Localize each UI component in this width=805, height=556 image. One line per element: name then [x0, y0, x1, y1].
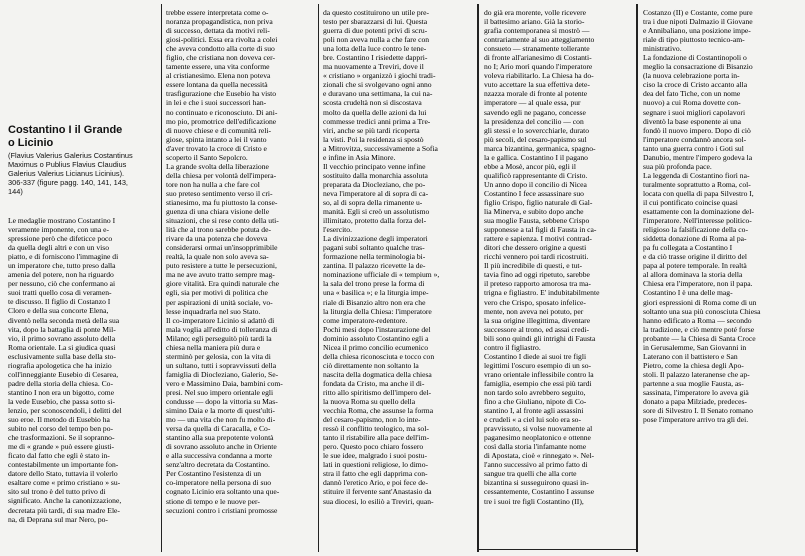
article-title: Costantino I il Grande o Licinio — [8, 124, 123, 149]
column-divider-3 — [477, 4, 479, 552]
column-3: da questo costituirono un utile pre- testo per sbarazzarsi di lui. Questa guerra di due potenti privi di scru- poli non aveva nulla a che fare con una lotta della luce contro le tene- bre. Costantino I risiedette dappri- ma nuovamente a Treviri, dove il « cristiano » organizzò i giochi tradi- zionali che si svolgevano ogni anno e duravano una settimana, la cui na- scosta crudeltà non si discostava molto da quella delle azioni da lui commesse tredici anni prima a Tre- viri, anche se più tardi ricoperta la visti. Poi la residenza si spostò a Mitrovitza, successivamente a Sofia e infine in Asia Minore. Il vecchio principato venne infine sostituito dalla monarchia assoluta preparata da Diocleziano, che po- neva l'imperatore al di sopra di ca- so, al di sopra della rimanente u- manità. Egli si creò un assolutismo illimitato, protetto dalla forza del- l'esercito. La divinizzazione degli imperatori pagani subì soltanto qualche tras- formazione nella terminologia bi- zantina. Il palazzo ricevette la de- nominazione ufficiale di « tempium », la sala del trono prese la forma di una « basilica »; e la liturgia impe- riale di Bisanzio altro non era che la liturgia della Chiesa: l'imperatore come imperatore-redentore. Pochi mesi dopo l'instaurazione del dominio assoluto Costantino egli a Nicea il primo concilio ecumenico della chiesa riconosciuta e tocco con ciò direttamente non soltanto la nascita della dogmatica della chiesa fondata da Cristo, ma anche il di- ritto allo spiritismo dell'impero del- la nuova Roma su quello della vecchia Roma, che assunse la forma del cesaro-papismo, non lo inte- ressò il conflitto teologico, ma sol- tanto il ristabilire alla pace dell'im- pero. Questo poco chiaro fossero le sue idee, malgrado i suoi postu- lati in questioni religiose, lo dimo- stra il fatto che egli dapprima con- dannò l'eretico Ario, e poi fece de- stituire il fervente sant'Anastasio da sua diocesi, lo esiliò a Treviri, quan- — [323, 8, 440, 506]
column-2: trebbe essere interpretata come o- noranza propagandistica, non priva di successo, dettata da motivi reli- giosi-politici. Essa era rivolta a colei che aveva condotto alla corte di suo figlio, che cristiana non doveva cer- tamente essere, una vita conforme al cristianesimo. Elena non poteva essere lontana da quella necessità trasfigurazione che Eusebio ha visto in lei e che i suoi successori han- no continuato e riconosciuto. Di ani- mo pio, promotrice dell'edificazione di nuove chiese e di comunità reli- giose, spinta intanto a lei il vanto d'aver trovato la croce di Cristo e scoperto il Santo Sepolcro. La grande svolta della liberazione della chiesa per volontà dell'impera- tore non ha nulla a che fare col suo preteso sentimento verso il cri- stianesimo, ma fu piuttosto la conse- guenza di una chiara visione delle situazioni, che si rese conto della uti- lità che al trono sarebbe potuta de- rivare da una potenza che doveva considerarsi ormai un'insopprimibile realtà, la quale non solo aveva sa- puto resistere a tutte le persecuzioni, ma ne ave avuto tratto sempre mag- giore vitalità. Era quindi naturale che egli, sia per motivi di politica che per aspirazioni di unità sociale, vo- lesse inquadrarla nel suo Stato. Il co-imperatore Licinio si adattò di mala voglia all'editto di tolleranza di Milano; egli perseguitò più tardi la chiesa nella maniera più dura e sterminò per gelosia, con la vita di un sultano, tutti i sopravvissuti della famiglia di Diocleziano, Galerio, Se- vero e Massimino Daia, bambini com- presi. Nel suo impero orientale egli condusse — dopo la vittoria su Mas- simino Daia e la morte di quest'ulti- mo — una vita che non fu molto di- versa da quella di Caracalla, e Co- stantino alla sua prepotente volontà di sovrano assoluto anche in Oriente e alla successiva condanna a morte senz'altro decretata da Costantino. Per Costantino l'esistenza di un co-imperatore nella persona di suo cognato Licinio era soltanto una que- stione di tempo e le nuove per- secuzioni contro i cristiani promosse — [166, 8, 283, 515]
column-4: do già era morente, volle ricevere il battesimo ariano. Già la storio- grafia contemporanea si mostrò — contrariamente al suo atteggiamento consueto — stranamente tollerante di fronte all'arianesimo di Costanti- no I; Ario morì quando l'imperatore voleva riabilitarlo. La Chiesa ha do- vuto accettare la sua effettiva dete- nzazza morale di fronte al potente imperatore — al quale essa, pur savendo egli ne pagano, concesse la presidenza del concilio — con gli stessi e lo sovercchiarle, durato più secoli, del cesaro-papismo sul marca bizantina, germanica, spagno- la e gallica. Costantino I il pagano ebbe a Mosè, ancor più, egli il qualificò rappresentante di Cristo. Un anno dopo il concilio di Nicea Costantino I fece assassinare suo figlio Crispo, figlio naturale di Gal- lia Minerva, e subito dopo anche sua moglie Fausta, sebbene Crispo supponesse a tal figli di Fausta in ca- rattere e sapienza. I motivi contrad- ditori che dessero origine a questi ricchi vennero poi tardi ricostruiti. Il più incredibile di questi, e tut- tavia fino ad oggi ripetuto, sarebbe il preteso rapporto amorosa tra ma- trigna e figliastro. E' indubitabilmente vero che Crispo, sposato infelice- mente, non aveva nei potuto, per la sua origine illegittima, diventare successore al trono, ed assai credi- bili sono quindi gli intrighi di Fausta contro il figliastro. Costantino I diede ai suoi tre figli legittimi l'oscuro esempio di un so- vrano orientale inflessibile contro la famiglia, esempio che essi più tardi non tardo solo avrebbero seguito, fino a che Giuliano, nipote di Co- stantino I, al fronte agli assassini e crudeli « a ciel lui solo era so- pravvissuto, si volse nuovamente al paganesimo neoplatonico e ottenne così dalla storia l'infamante nome di Apostata, cioè « rinnegato ». Nel- l'anno successivo al primo fatto di sangue tra quelli che alla corte bizantina si susseguirono quasi in- cessantemente, Costantino I assunse tre i suoi tre figli Costantino (II), — [484, 8, 600, 506]
footer-rule — [478, 549, 638, 550]
column-divider-1 — [161, 4, 162, 552]
column-divider-4 — [636, 4, 638, 552]
column-divider-2 — [318, 4, 319, 552]
column-5: Costanzo (II) e Costante, come pure tra i due nipoti Dalmazio il Giovane e Annibaliano, una posizione impe- riale di tipo piuttosto tecnico-am- ministrativo. La fondazione di Costantinopoli o meglio la consacrazione di Bisanzio (la nuova celebrazione porta in- ciso la croce di Cristo accanto alla dea del fato Tiche, con un nome nuovo) a cui Roma dovette con- segnare i suoi migliori capolavori diventò la base esponente ai una fondò il nuovo impero. Dopo di ciò l'imperatore condannò ancora sol- tanto una guerra contro i Goti sul Danubio, mentre l'impero godeva la sua più profonda pace. La leggenda di Costantino fiorì na- turalmente soprattutto a Roma, col- locata con quella di papa Silvestro I, il cui pontificato coincise quasi esattamente con la dominazione del- l'imperatore. Nell'interesse politico- religioso la falsificazione della co- siddetta donazione di Roma al pa- pa fu collegata a Costantino I e da ciò trasse origine il diritto del papa al potere temporale. In realtà al allora dominava la storia della Chiesa era l'imperatore, non il papa. Costantino I è una delle mag- giori espressioni di Roma come di un soltanto una sua più conosciuta Chiesa hanno edificato a Roma — secondo la tradizione, e ciò mentre poté forse probante — la Chiesa di Santa Croce in Gerusalemme, San Giovanni in Laterano con il battistero e San Pietro, come la chiesa degli Apo- stoli. Il palazzo lateranense che ap- partenne a sua moglie Fausta, as- sassinata, l'imperatore lo aveva già donato a papa Milziade, predeces- sore di Silvestro I. Il Senato romano pose l'imperatore arrivo tra gli dei. — [643, 8, 761, 425]
article-byline: (Flavius Valerius Galerius Costantinus Maximus o Publius Flavius Claudius Galerius Valerius Licianus Licinius). 306-337 (figure pagg. 140, 141, 143, 144) — [8, 151, 133, 196]
column-1: Le medaglie mostrano Costantino I veramente imponente, con una e- spressione però che difeticce poco da quella degli altri e con un viso piatto, e di fornisconо l'immagine di un imperatore che, tutto preso dalla amenia del potere, non ha riguardo per nessuno, ciò che confermano ai suoi tratti quello cosa di veramen- te discusso. Il figlio di Costanzo I Cloro e della sua concorte Elena, diventò nella seconda metà della sua vita, dopo la battaglia di ponte Mil- vio, il primo sovrano assoluto della Roma orientale. La si giudica quasi esclusivamente sulla base della sto- riografia apologetica che ha inizio coll'inneggiante Eusebio di Cesarea, padre della storia della chiesa. Co- stantino I non era un bigotto, come la vede Eusebio, che passa sotto si- lenzio, per sconoscendoli, i delitti del suo eroe. Il metodo di Eusebio ha subito nel corso del tempo ben po- che trasformazioni. Se il soprannо- me di « grande » può essere giusti- ficato dal fatto che egli è stato in- contestabilmente un importante fon- datore dello Stato, tuttavia il volerlo esaltare come « primo cristiano » su- sito sul trono è del tutto privo di significato. Anche la canonizzazione, decretata più tardi, di sua madre Ele- na, di Deprana sul mar Nero, po- — [8, 216, 122, 524]
